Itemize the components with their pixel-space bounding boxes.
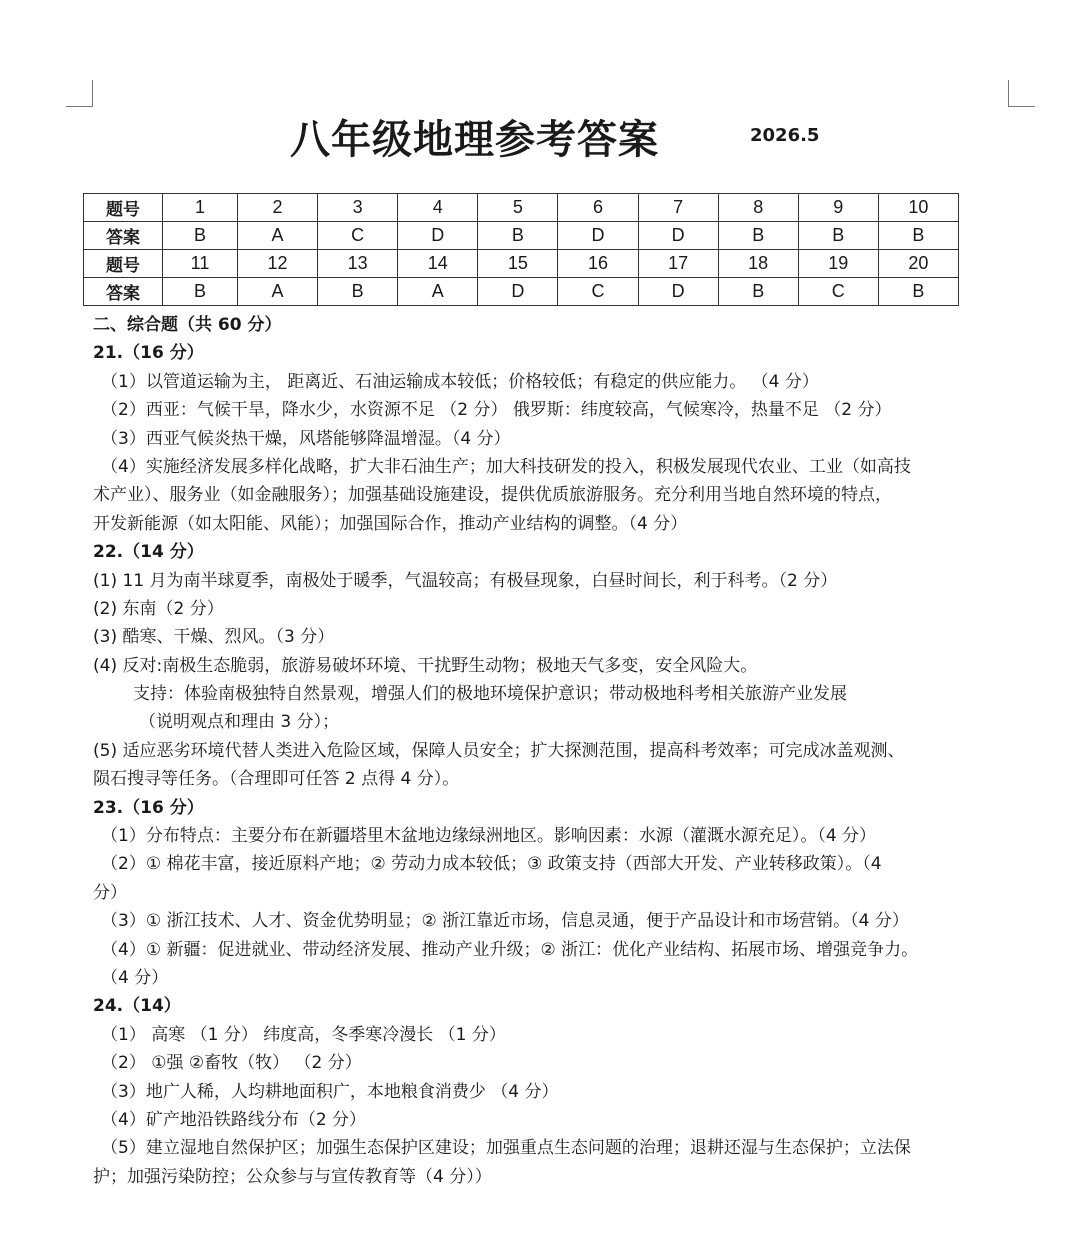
header-cell-answer: 答案 bbox=[84, 222, 163, 250]
answer-letter-cell: B bbox=[878, 278, 958, 306]
answer-line: （1） 高寒 （1 分） 纬度高，冬季寒冷漫长 （1 分） bbox=[101, 1024, 506, 1045]
answer-line: （3）西亚气候炎热干燥，风塔能够降温增湿。（4 分） bbox=[101, 428, 511, 449]
answer-line: 术产业）、服务业（如金融服务）；加强基础设施建设，提供优质旅游服务。充分利用当地自然环境的特点， bbox=[93, 485, 892, 506]
crop-mark-top-left bbox=[66, 80, 93, 107]
answer-line: （4）实施经济发展多样化战略，扩大非石油生产；加大科技研发的投入，积极发展现代农业、工业（如高技 bbox=[101, 456, 911, 477]
question-number-cell: 11 bbox=[163, 250, 238, 278]
question-number-cell: 6 bbox=[558, 194, 638, 222]
answer-letter-cell: D bbox=[638, 222, 718, 250]
question-number-cell: 19 bbox=[798, 250, 878, 278]
answer-table bbox=[83, 193, 959, 306]
answer-letter-cell: B bbox=[163, 222, 238, 250]
question-number-cell: 5 bbox=[478, 194, 558, 222]
answer-line: (3) 酷寒、干燥、烈风。（3 分） bbox=[93, 627, 335, 648]
question-number-cell: 16 bbox=[558, 250, 638, 278]
question-number-cell: 3 bbox=[318, 194, 398, 222]
answer-line: 护；加强污染防控；公众参与与宣传教育等（4 分）） bbox=[93, 1166, 492, 1187]
page-title: 八年级地理参考答案 bbox=[290, 117, 659, 163]
answer-line: 开发新能源（如太阳能、风能）；加强国际合作，推动产业结构的调整。（4 分） bbox=[93, 513, 688, 534]
answer-line: 支持：体验南极独特自然景观，增强人们的极地环境保护意识；带动极地科考相关旅游产业发展 bbox=[133, 684, 847, 705]
question-number-cell: 12 bbox=[237, 250, 317, 278]
question-number-cell: 2 bbox=[237, 194, 317, 222]
question-heading-24: 24.（14） bbox=[93, 996, 181, 1017]
answer-line: 陨石搜寻等任务。（合理即可任答 2 点得 4 分）。 bbox=[93, 769, 460, 790]
answer-line: （1）分布特点：主要分布在新疆塔里木盆地边缘绿洲地区。影响因素：水源（灌溉水源充足）。（4 分） bbox=[101, 826, 877, 847]
answer-letter-cell: B bbox=[318, 278, 398, 306]
answer-line: 分） bbox=[93, 882, 127, 903]
answer-line: （2） ①强 ②畜牧（牧） （2 分） bbox=[101, 1053, 362, 1074]
answer-letter-cell: D bbox=[398, 222, 478, 250]
table-row-numbers bbox=[84, 250, 959, 278]
answer-letter-cell: D bbox=[638, 278, 718, 306]
answer-letter-cell: A bbox=[237, 222, 317, 250]
answer-line: （说明观点和理由 3 分）； bbox=[139, 712, 340, 733]
question-number-cell: 18 bbox=[718, 250, 798, 278]
question-heading-23: 23.（16 分） bbox=[93, 797, 204, 818]
answer-line: （3）地广人稀，人均耕地面积广，本地粮食消费少 （4 分） bbox=[101, 1081, 559, 1102]
question-number-cell: 7 bbox=[638, 194, 718, 222]
table-row-numbers bbox=[84, 194, 959, 222]
answer-line: （4）① 新疆：促进就业、带动经济发展、推动产业升级；② 浙江：优化产业结构、拓展市场、增强竞争力。 bbox=[101, 939, 919, 960]
answer-letter-cell: B bbox=[478, 222, 558, 250]
answer-line: （5）建立湿地自然保护区；加强生态保护区建设；加强重点生态问题的治理；退耕还湿与生态保护；立法保 bbox=[101, 1138, 911, 1159]
answer-letter-cell: C bbox=[558, 278, 638, 306]
answer-letter-cell: B bbox=[718, 278, 798, 306]
exam-date: 2026.5 bbox=[750, 125, 820, 146]
question-number-cell: 13 bbox=[318, 250, 398, 278]
answer-line: （4 分） bbox=[101, 967, 169, 988]
header-cell-number: 题号 bbox=[84, 194, 163, 222]
header-cell-answer: 答案 bbox=[84, 278, 163, 306]
answer-letter-cell: B bbox=[798, 222, 878, 250]
question-number-cell: 9 bbox=[798, 194, 878, 222]
question-heading-21: 21.（16 分） bbox=[93, 343, 204, 364]
answer-line: (2) 东南（2 分） bbox=[93, 598, 224, 619]
answer-line: （3）① 浙江技术、人才、资金优势明显；② 浙江靠近市场，信息灵通，便于产品设计和市场营销。（4 分） bbox=[101, 911, 909, 932]
answer-line: (5) 适应恶劣环境代替人类进入危险区域，保障人员安全；扩大探测范围，提高科考效率；可完成冰盖观测、 bbox=[93, 740, 905, 761]
answer-letter-cell: B bbox=[163, 278, 238, 306]
question-number-cell: 1 bbox=[163, 194, 238, 222]
header-cell-number: 题号 bbox=[84, 250, 163, 278]
answer-content bbox=[93, 311, 1018, 1191]
answer-line: （2）① 棉花丰富，接近原料产地；② 劳动力成本较低；③ 政策支持（西部大开发、产业转移政策）。（4 bbox=[101, 854, 882, 875]
answer-line: (4) 反对:南极生态脆弱，旅游易破坏环境、干扰野生动物；极地天气多变，安全风险大。 bbox=[93, 655, 758, 676]
answer-letter-cell: D bbox=[478, 278, 558, 306]
answer-line: （4）矿产地沿铁路线分布（2 分） bbox=[101, 1109, 367, 1130]
table-row-answers bbox=[84, 222, 959, 250]
crop-mark-top-right bbox=[1008, 80, 1035, 107]
question-number-cell: 15 bbox=[478, 250, 558, 278]
question-number-cell: 10 bbox=[878, 194, 958, 222]
question-number-cell: 17 bbox=[638, 250, 718, 278]
answer-line: （2）西亚：气候干旱，降水少，水资源不足 （2 分） 俄罗斯：纬度较高，气候寒冷，热量不足 （2 分） bbox=[101, 400, 892, 421]
answer-letter-cell: A bbox=[237, 278, 317, 306]
question-number-cell: 4 bbox=[398, 194, 478, 222]
answer-line: （1）以管道运输为主， 距离近、石油运输成本较低；价格较低；有稳定的供应能力。 （4 分） bbox=[101, 371, 819, 392]
answer-letter-cell: B bbox=[718, 222, 798, 250]
answer-letter-cell: A bbox=[398, 278, 478, 306]
answer-letter-cell: D bbox=[558, 222, 638, 250]
question-heading-22: 22.（14 分） bbox=[93, 542, 204, 563]
answer-letter-cell: C bbox=[318, 222, 398, 250]
table-row-answers bbox=[84, 278, 959, 306]
answer-line: (1) 11 月为南半球夏季，南极处于暖季，气温较高；有极昼现象，白昼时间长，利于科考。（2 分） bbox=[93, 570, 838, 591]
question-number-cell: 20 bbox=[878, 250, 958, 278]
question-number-cell: 8 bbox=[718, 194, 798, 222]
question-number-cell: 14 bbox=[398, 250, 478, 278]
answer-letter-cell: B bbox=[878, 222, 958, 250]
answer-letter-cell: C bbox=[798, 278, 878, 306]
section-heading: 二、综合题（共 60 分） bbox=[93, 315, 282, 335]
